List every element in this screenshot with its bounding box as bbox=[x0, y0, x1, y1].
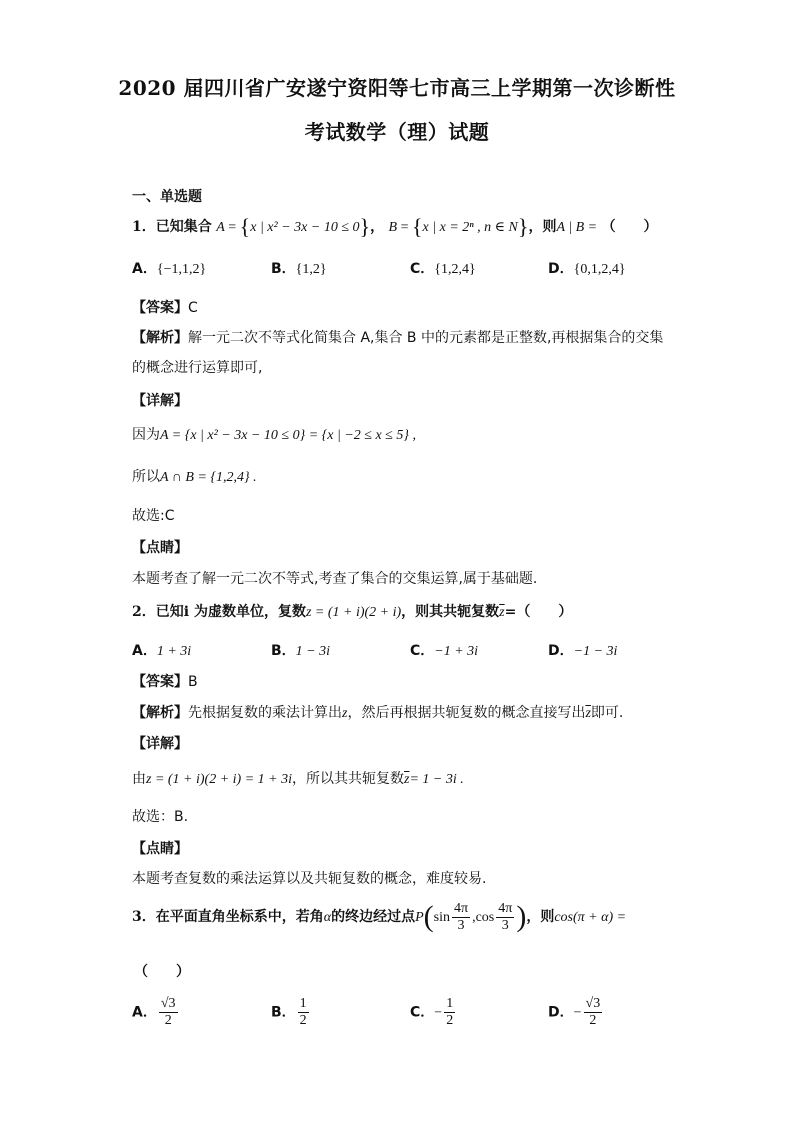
q3-option-b: B． $\frac{1}{2}$ bbox=[271, 996, 307, 1028]
q3-number: 3． bbox=[132, 909, 156, 925]
q1-stem-text: 已知集合 bbox=[155, 219, 212, 235]
paper-title-line2: 考试数学（理）试题 bbox=[304, 120, 490, 144]
q3-option-d: D．− $\frac{√3}{2}$ bbox=[548, 996, 601, 1028]
q1-number: 1． bbox=[132, 219, 156, 235]
q1-stem-text-b: ，则 bbox=[528, 219, 557, 235]
q1-set-a-name: A bbox=[216, 220, 225, 235]
q1-comment: 本题考查了解一元二次不等式,考查了集合的交集运算,属于基础题. bbox=[132, 571, 538, 587]
q1-analysis-line2: 的概念进行运算即可, bbox=[132, 360, 263, 376]
q1-comment-tag: 【点睛】 bbox=[132, 540, 188, 556]
q1-operation: A | B = bbox=[556, 220, 598, 235]
q2-number: 2． bbox=[132, 604, 156, 620]
q2-expression: z = (1 + i)(2 + i) bbox=[305, 605, 402, 620]
q2-option-d: D．−1 − 3i bbox=[548, 643, 618, 659]
answer-tag: 【答案】 bbox=[132, 300, 188, 316]
q1-option-c: C．{1,2,4} bbox=[410, 261, 476, 277]
q1-sep: ， bbox=[370, 219, 385, 235]
q2-option-c: C．−1 + 3i bbox=[410, 643, 479, 659]
q2-choose: 故选：B. bbox=[132, 809, 189, 825]
q1-option-a: A．{−1,1,2} bbox=[132, 261, 207, 277]
q1-detail-line2: 所以A ∩ B = {1,2,4} . bbox=[132, 469, 257, 485]
q3-option-a: A． $\frac{√3}{2}$ bbox=[132, 996, 176, 1028]
q1-answer-paren: （ ） bbox=[601, 219, 658, 235]
q2-option-b: B．1 − 3i bbox=[271, 643, 331, 659]
answer-value: C bbox=[188, 300, 198, 316]
q1-detail-line1: 因为A = {x | x² − 3x − 10 ≤ 0} = {x | −2 ≤ x ≤ 5} , bbox=[132, 427, 416, 443]
q1-stem: 1．已知集合 A = {x | x² − 3x − 10 ≤ 0}， B = {x | x = 2ⁿ , n ∈ N}，则A | B = （ ） bbox=[132, 214, 658, 239]
q2-conjugate: $\overline{z}$ bbox=[499, 605, 505, 620]
q1-analysis-line1: 【解析】解一元二次不等式化简集合 A,集合 B 中的元素都是正整数,再根据集合的交集 bbox=[132, 330, 664, 346]
q2-analysis: 【解析】先根据复数的乘法计算出z，然后再根据共轭复数的概念直接写出$\overline{z}$即可. bbox=[132, 705, 624, 721]
q2-detail-tag: 【详解】 bbox=[132, 736, 188, 752]
section-heading: 一、单选题 bbox=[132, 189, 202, 205]
q1-option-b: B．{1,2} bbox=[271, 261, 327, 277]
q1-detail-tag: 【详解】 bbox=[132, 393, 188, 409]
q1-set-b-name: B bbox=[388, 220, 398, 235]
q3-stem: 3．在平面直角坐标系中，若角α的终边经过点P(sin $\frac{4\pi}{3}$ ,cos $\frac{4\pi}{3}$ )，则cos(π + α) = bbox=[132, 900, 627, 933]
q2-comment-tag: 【点睛】 bbox=[132, 841, 188, 857]
q1-set-b-expr: x | x = 2ⁿ , n ∈ N bbox=[422, 220, 518, 235]
q1-set-a-expr: x | x² − 3x − 10 ≤ 0 bbox=[250, 220, 360, 235]
q1-choose: 故选:C bbox=[132, 508, 175, 524]
q3-answer-paren: （ ） bbox=[134, 964, 190, 980]
q1-answer bbox=[132, 297, 198, 317]
q2-stem: 2．已知i 为虚数单位，复数z = (1 + i)(2 + i)，则其共轭复数$\overline{z}=$（ ） bbox=[132, 604, 573, 620]
q2-option-a: A．1 + 3i bbox=[132, 643, 192, 659]
q2-answer: 【答案】B bbox=[132, 674, 198, 690]
q3-option-c: C．− $\frac{1}{2}$ bbox=[410, 996, 454, 1028]
analysis-tag: 【解析】 bbox=[132, 330, 188, 346]
q2-detail: 由z = (1 + i)(2 + i) = 1 + 3i，所以其共轭复数$\overline{z}= 1 - 3i$ . bbox=[132, 771, 464, 787]
q1-option-d: D．{0,1,2,4} bbox=[548, 261, 626, 277]
q2-comment: 本题考查复数的乘法运算以及共轭复数的概念，难度较易. bbox=[132, 871, 487, 887]
q3-target: cos(π + α) = bbox=[554, 910, 627, 925]
paper-title-line1: 2020 届四川省广安遂宁资阳等七市高三上学期第一次诊断性 bbox=[118, 76, 676, 100]
